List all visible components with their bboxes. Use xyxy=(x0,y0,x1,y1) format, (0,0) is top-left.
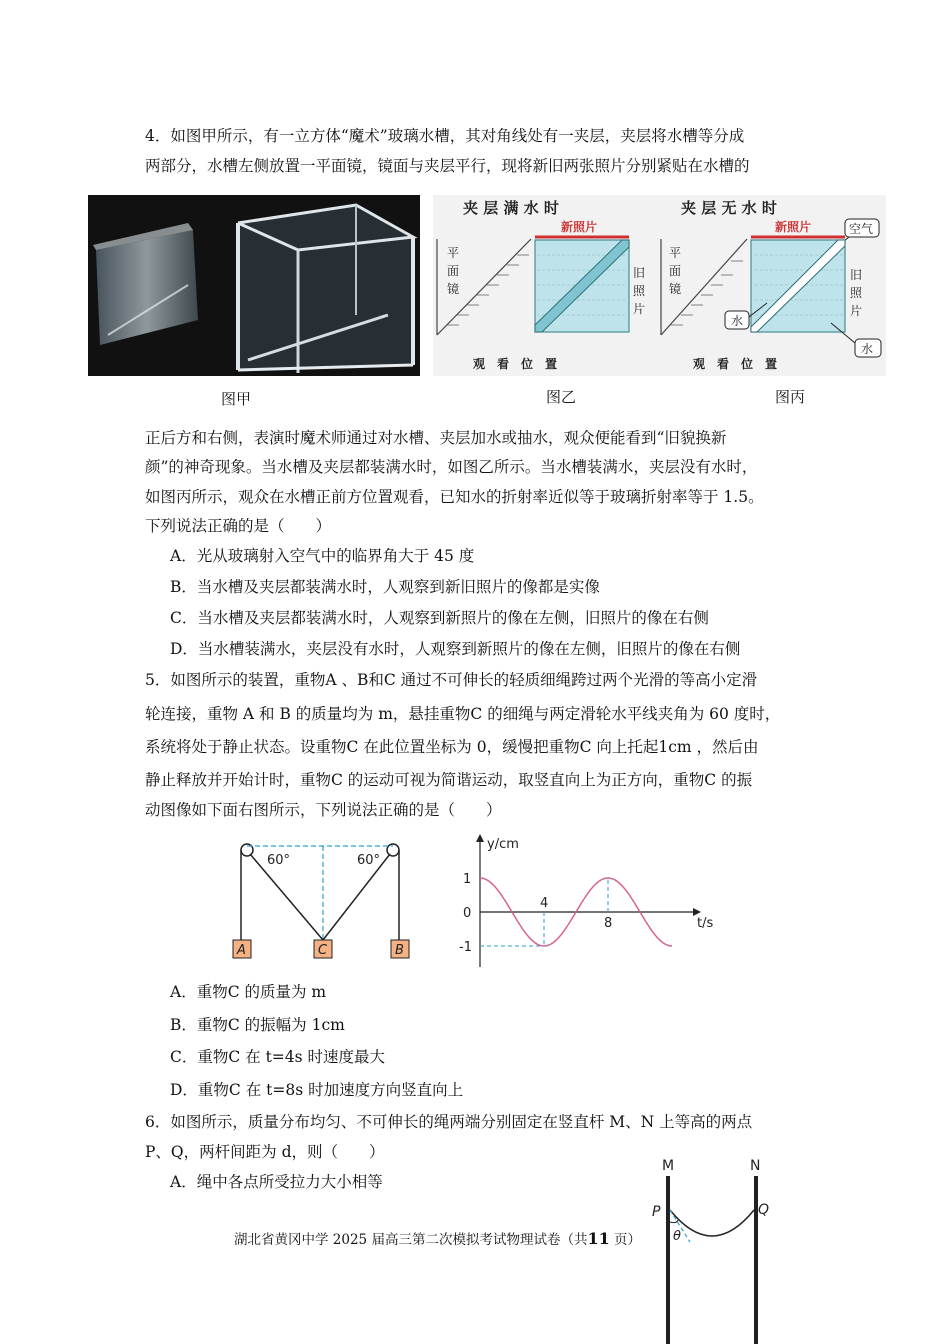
caption-yi: 图乙 xyxy=(546,388,577,406)
theta-label: θ xyxy=(673,1229,681,1244)
fig-yi-new-photo: 新照片 xyxy=(561,220,598,234)
q4-line-6: 下列说法正确的是（ ） xyxy=(145,517,332,535)
fig-jia-photo xyxy=(88,195,420,376)
q5-option-c: C．重物C 在 t=4s 时速度最大 xyxy=(170,1048,386,1066)
fig-bing xyxy=(651,195,886,376)
q4-line-2: 两部分，水槽左侧放置一平面镜，镜面与夹层平行，现将新旧两张照片分别紧贴在水槽的 xyxy=(145,157,750,175)
angle-right: 60° xyxy=(357,853,381,868)
q5-option-b: B．重物C 的振幅为 1cm xyxy=(170,1016,345,1034)
footer-text: 湖北省黄冈中学 2025 届高三第二次模拟考试物理试卷（共 xyxy=(234,1232,588,1248)
glass-tank-photo xyxy=(88,195,420,376)
caption-bing: 图丙 xyxy=(775,388,806,406)
y-axis-arrow-icon xyxy=(476,834,484,842)
fig-bing-old-3: 片 xyxy=(850,304,863,318)
fig-yi-diagram xyxy=(433,195,651,376)
fig-bing-old-2: 照 xyxy=(850,286,863,300)
q6-line-1: 6．如图所示，质量分布均匀、不可伸长的绳两端分别固定在竖直杆 M、N 上等高的两点 xyxy=(145,1113,753,1131)
point-q-label: Q xyxy=(758,1202,770,1218)
footer-suffix: 页） xyxy=(609,1232,642,1248)
fig-bing-old-1: 旧 xyxy=(850,268,863,282)
y-tick-neg1: -1 xyxy=(459,940,472,955)
q4-line-3: 正后方和右侧，表演时魔术师通过对水槽、夹层加水或抽水，观众便能看到“旧貌换新 xyxy=(145,429,727,447)
x-axis-label: t/s xyxy=(697,916,714,931)
fig-yi-mirror-3: 镜 xyxy=(447,282,460,296)
y-tick-0: 0 xyxy=(463,906,472,921)
q5-line-3: 系统将处于静止状态。设重物C 在此位置坐标为 0，缓慢把重物C 向上托起1cm ，然后由 xyxy=(145,738,759,756)
x-axis-arrow-icon xyxy=(693,908,701,916)
q4-line-4: 颜”的神奇现象。当水槽及夹层都装满水时，如图乙所示。当水槽装满水，夹层没有水时， xyxy=(145,458,758,476)
q6-line-2: P、Q，两杆间距为 d，则（ ） xyxy=(145,1143,385,1161)
fig-bing-view: 观 看 位 置 xyxy=(693,357,778,371)
rope-diagram xyxy=(640,1150,790,1344)
q5-line-4: 静止释放并开始计时，重物C 的运动可视为简谐运动，取竖直向上为正方向，重物C 的振 xyxy=(145,771,753,789)
y-tick-1: 1 xyxy=(463,872,472,887)
pulley-diagram xyxy=(225,836,415,966)
pole-m xyxy=(666,1176,670,1344)
q5-line-2: 轮连接，重物 A 和 B 的质量均为 m，悬挂重物C 的细绳与两定滑轮水平线夹角为 60 度时， xyxy=(145,705,781,723)
q4-option-d: D．当水槽装满水，夹层没有水时，人观察到新照片的像在左侧，旧照片的像在右侧 xyxy=(170,640,741,658)
weight-b-label: B xyxy=(395,943,404,958)
fig-yi-old-1: 旧 xyxy=(633,266,646,280)
oscillation-chart xyxy=(455,832,725,972)
caption-jia: 图甲 xyxy=(221,390,252,408)
weight-a-label: A xyxy=(237,943,246,958)
fig-bing-title: 夹 层 无 水 时 xyxy=(681,199,777,217)
fig-bing-mirror-3: 镜 xyxy=(669,282,682,296)
fig-yi-mirror-2: 面 xyxy=(447,264,460,278)
x-tick-8: 8 xyxy=(604,916,613,931)
q5-line-1: 5．如图所示的装置，重物A 、B和C 通过不可伸长的轻质细绳跨过两个光滑的等高小定滑 xyxy=(145,671,758,689)
fig-bing-mirror-2: 面 xyxy=(669,264,682,278)
fig-yi-mirror-1: 平 xyxy=(447,246,460,260)
fig-bing-water-right: 水 xyxy=(861,342,874,356)
fig-bing-water-left: 水 xyxy=(731,314,744,328)
q4-option-b: B．当水槽及夹层都装满水时，人观察到新旧照片的像都是实像 xyxy=(170,578,600,596)
q4-line-1: 4．如图甲所示，有一立方体“魔术”玻璃水槽，其对角线处有一夹层，夹层将水槽等分成 xyxy=(145,127,745,145)
weight-c-label: C xyxy=(318,943,328,958)
point-p-label: P xyxy=(652,1204,661,1220)
q5-option-d: D．重物C 在 t=8s 时加速度方向竖直向上 xyxy=(170,1081,464,1099)
q4-line-5: 如图丙所示，观众在水槽正前方位置观看，已知水的折射率近似等于玻璃折射率等于 1.5。 xyxy=(145,488,764,506)
fig-bing-mirror-1: 平 xyxy=(669,246,682,260)
angle-left: 60° xyxy=(267,853,291,868)
fig-yi-old-3: 片 xyxy=(633,302,646,316)
page-footer xyxy=(234,1228,641,1248)
q4-option-c: C．当水槽及夹层都装满水时，人观察到新照片的像在左侧，旧照片的像在右侧 xyxy=(170,609,709,627)
pole-n-label: N xyxy=(750,1158,761,1174)
fig-bing-diagram xyxy=(651,195,886,376)
fig-bing-air: 空气 xyxy=(849,222,874,236)
fig-yi xyxy=(433,195,651,376)
y-axis-label: y/cm xyxy=(487,837,519,852)
q4-option-a: A．光从玻璃射入空气中的临界角大于 45 度 xyxy=(170,547,475,565)
fig-bing-new-photo: 新照片 xyxy=(775,220,812,234)
pole-m-label: M xyxy=(662,1158,675,1174)
q6-option-a: A．绳中各点所受拉力大小相等 xyxy=(170,1173,383,1191)
fig-yi-title: 夹 层 满 水 时 xyxy=(463,199,559,217)
fig-yi-view: 观 看 位 置 xyxy=(473,357,558,371)
q5-option-a: A．重物C 的质量为 m xyxy=(170,983,327,1001)
footer-page-count: 11 xyxy=(587,1229,610,1248)
q5-line-5: 动图像如下面右图所示，下列说法正确的是（ ） xyxy=(145,801,502,819)
fig-yi-old-2: 照 xyxy=(633,284,646,298)
x-tick-4: 4 xyxy=(540,896,549,911)
rope xyxy=(670,1210,754,1236)
